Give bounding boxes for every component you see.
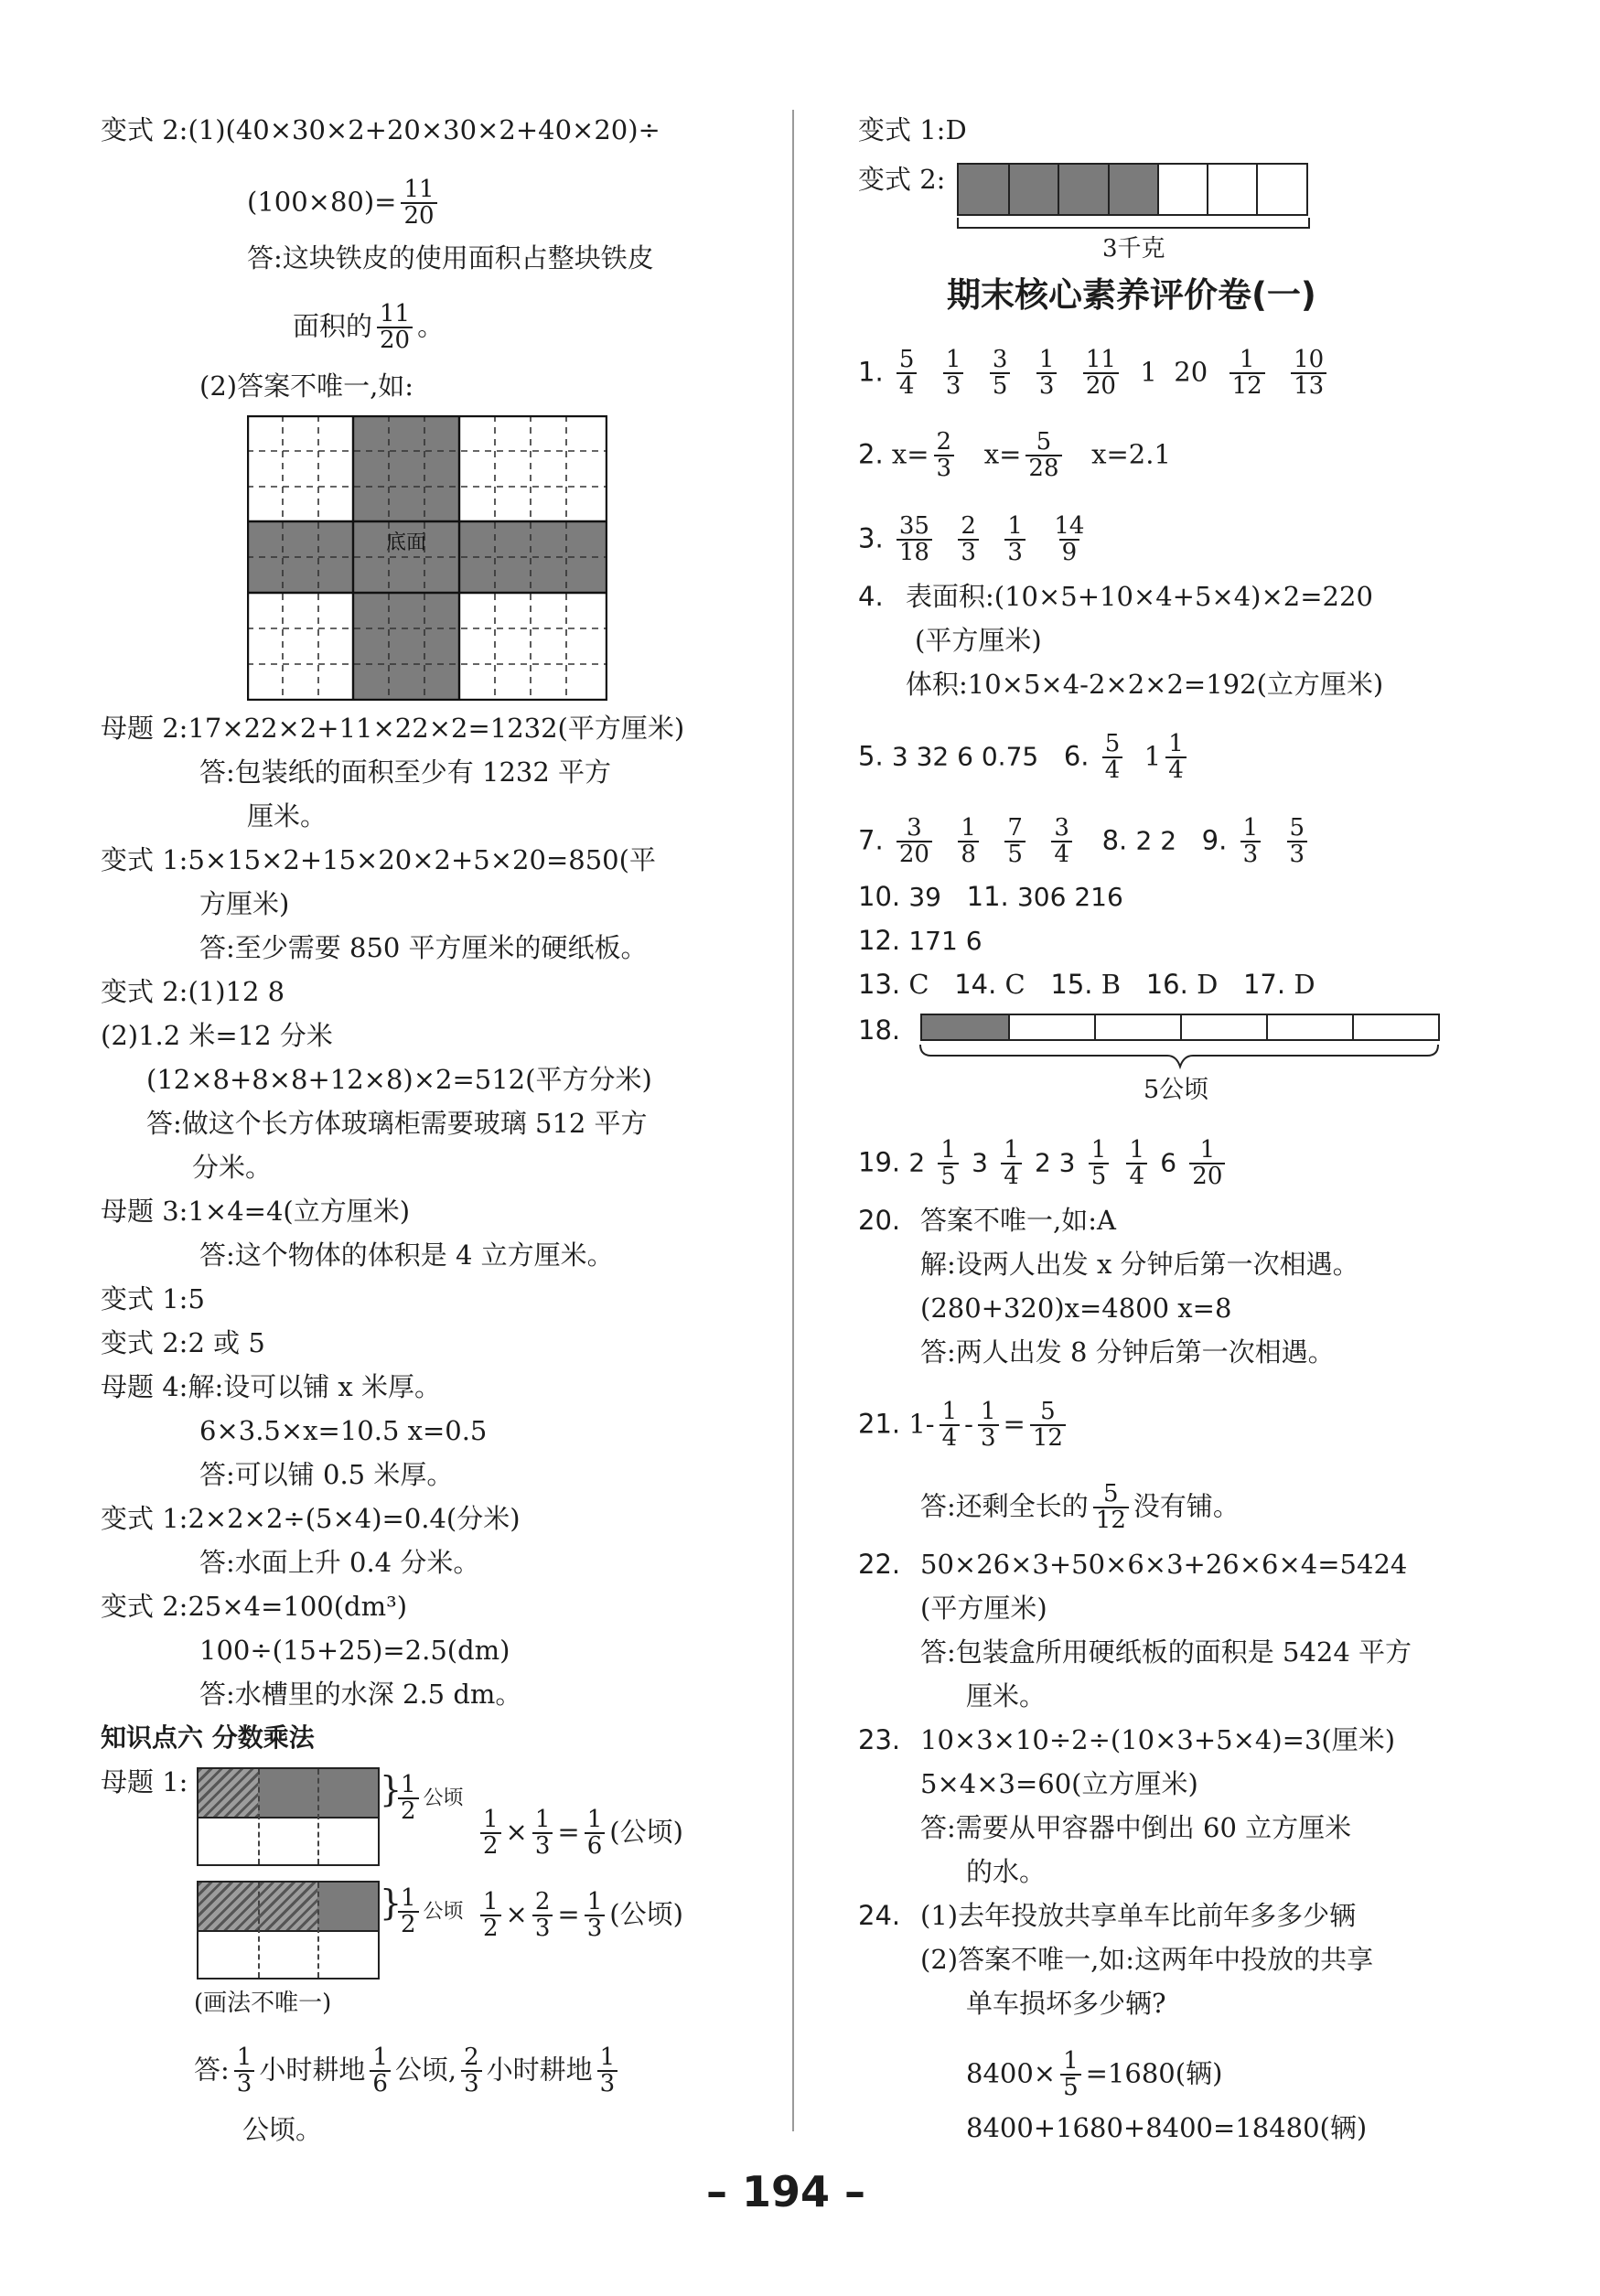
q22-line-a: 50×26×3+50×6×3+26×6×4=5424 bbox=[920, 1549, 1408, 1580]
values: 306 216 bbox=[1016, 882, 1123, 912]
fraction: $\frac{1}{3}$ bbox=[978, 1400, 999, 1452]
fraction: $\frac{1}{2}$ bbox=[480, 1808, 501, 1860]
unit: (公顷) bbox=[609, 1898, 683, 1930]
brace-1: } bbox=[380, 1769, 403, 1809]
q-label: 13. bbox=[858, 969, 901, 1000]
fraction: $\frac{11}{20}$ bbox=[377, 302, 413, 354]
value: C bbox=[908, 969, 929, 1000]
v2-line-a: 变式 2:(1)12 8 bbox=[101, 976, 285, 1007]
q-label: 12. bbox=[858, 925, 901, 956]
op: - bbox=[964, 1408, 973, 1440]
fraction: $\frac{1}{3}$ bbox=[1240, 816, 1262, 868]
section-heading-fraction-multiplication: 知识点六 分数乘法 bbox=[101, 1722, 315, 1753]
fraction: $\frac{1}{3}$ bbox=[1004, 514, 1026, 566]
weight-bracket bbox=[957, 218, 1310, 229]
text: 公顷 bbox=[423, 1786, 464, 1810]
weight-bar-sep-1 bbox=[1008, 165, 1010, 214]
v2-line-e: 分米。 bbox=[192, 1152, 273, 1183]
q20-line-d: 答:两人出发 8 分钟后第一次相遇。 bbox=[920, 1336, 1335, 1368]
weight-bar-sep-5 bbox=[1207, 165, 1208, 214]
q7-q8-q9 bbox=[858, 816, 1312, 868]
left-line-5: (2)答案不唯一,如: bbox=[199, 370, 414, 402]
m4-line: 母题 4:解:设可以铺 x 米厚。 bbox=[101, 1371, 442, 1402]
page-number: – 194 – bbox=[706, 2167, 866, 2216]
v2-line-c: (12×8+8×8+12×8)×2=512(平方分米) bbox=[146, 1064, 652, 1095]
q-label: 10. bbox=[858, 881, 901, 912]
fraction-rect-1 bbox=[197, 1767, 380, 1866]
area-brace bbox=[918, 1043, 1440, 1070]
q20-label: 20. bbox=[858, 1205, 901, 1236]
unit: (公顷) bbox=[609, 1816, 683, 1848]
right-v1: 变式 1:D bbox=[858, 114, 967, 145]
q-label: 19. bbox=[858, 1146, 901, 1178]
value: 6 bbox=[1160, 1147, 1177, 1178]
m4-eq: 6×3.5×x=10.5 x=0.5 bbox=[199, 1415, 488, 1446]
q4-line-3: 体积:10×5×4-2×2×2=192(立方厘米) bbox=[906, 669, 1384, 700]
q10-q11 bbox=[858, 878, 1123, 916]
area-bar-sep-3 bbox=[1180, 1015, 1182, 1039]
value: 1- bbox=[908, 1408, 935, 1440]
column-divider bbox=[792, 110, 794, 2131]
q-label: 1. bbox=[858, 356, 884, 388]
q20-line-b: 解:设两人出发 x 分钟后第一次相遇。 bbox=[920, 1249, 1359, 1280]
q-label: 8. bbox=[1101, 824, 1128, 856]
m3-v2: 变式 2:2 或 5 bbox=[101, 1327, 265, 1358]
q24-line-a: (1)去年投放共享单车比前年多多少辆 bbox=[920, 1900, 1357, 1931]
q-label: 21. bbox=[858, 1408, 901, 1440]
q23-line-d: 的水。 bbox=[966, 1856, 1047, 1887]
fraction: $\frac{1}{5}$ bbox=[938, 1138, 959, 1190]
fraction: $\frac{3}{20}$ bbox=[897, 816, 932, 868]
fraction: $\frac{5}{4}$ bbox=[897, 348, 918, 400]
rect1-midline bbox=[199, 1817, 378, 1819]
fraction: $\frac{1}{5}$ bbox=[1089, 1138, 1110, 1190]
left-line-3: 答:这块铁皮的使用面积占整块铁皮 bbox=[247, 242, 654, 274]
fraction: $\frac{35}{18}$ bbox=[897, 514, 932, 566]
q23-line-c: 答:需要从甲容器中倒出 60 立方厘米 bbox=[920, 1812, 1352, 1843]
q-label: 3. bbox=[858, 522, 884, 554]
fraction: $\frac{5}{12}$ bbox=[1030, 1400, 1066, 1452]
var: x= bbox=[891, 438, 929, 470]
fraction-eq-1 bbox=[476, 1808, 683, 1860]
left-line-1: 变式 2:(1)(40×30×2+20×30×2+40×20)÷ bbox=[101, 114, 660, 145]
q23-label: 23. bbox=[858, 1724, 901, 1755]
brace-2: } bbox=[380, 1883, 403, 1923]
q4-label: 4. bbox=[858, 581, 884, 612]
cube-net-diagram bbox=[247, 415, 607, 701]
m4-v2-answer: 答:水槽里的水深 2.5 dm。 bbox=[199, 1679, 522, 1710]
value: 2 bbox=[908, 1147, 926, 1178]
q22-line-c: 答:包装盒所用硬纸板的面积是 5424 平方 bbox=[920, 1636, 1412, 1668]
m4-v2-line: 100÷(15+25)=2.5(dm) bbox=[199, 1635, 510, 1666]
weight-bar-sep-4 bbox=[1157, 165, 1159, 214]
half-hectare-label-2 bbox=[393, 1886, 464, 1938]
fraction-eq-2 bbox=[476, 1890, 683, 1942]
q20-line-a: 答案不唯一,如:A bbox=[920, 1205, 1116, 1236]
expr: (100×80)= bbox=[247, 186, 397, 218]
q19 bbox=[858, 1138, 1230, 1190]
q22-line-d: 厘米。 bbox=[966, 1680, 1047, 1711]
m3-v1: 变式 1:5 bbox=[101, 1283, 205, 1314]
q3 bbox=[858, 514, 1091, 566]
fraction: $\frac{1}{3}$ bbox=[1036, 348, 1058, 400]
q23-line-b: 5×4×3=60(立方厘米) bbox=[920, 1768, 1198, 1799]
fraction: $\frac{1}{3}$ bbox=[234, 2045, 255, 2098]
fraction: $\frac{1}{5}$ bbox=[1060, 2049, 1081, 2101]
fraction: $\frac{2}{3}$ bbox=[461, 2045, 482, 2098]
m4-v1: 变式 1:2×2×2÷(5×4)=0.4(分米) bbox=[101, 1503, 521, 1534]
value: C bbox=[1004, 969, 1026, 1000]
fraction: $\frac{1}{8}$ bbox=[958, 816, 979, 868]
fraction: $\frac{7}{5}$ bbox=[1004, 816, 1026, 868]
q21-eq bbox=[858, 1400, 1070, 1452]
fraction: $\frac{2}{3}$ bbox=[958, 514, 979, 566]
q21-answer bbox=[920, 1482, 1240, 1534]
fraction: $\frac{1}{2}$ bbox=[398, 1773, 419, 1825]
fraction: $\frac{5}{4}$ bbox=[1102, 732, 1123, 784]
fraction: $\frac{1}{2}$ bbox=[480, 1890, 501, 1942]
values: 39 bbox=[908, 882, 941, 912]
value: 1 bbox=[1140, 356, 1157, 388]
fraction: $\frac{11}{20}$ bbox=[401, 177, 436, 230]
area-bar-label: 5公顷 bbox=[1144, 1076, 1209, 1104]
fraction: $\frac{1}{3}$ bbox=[532, 1808, 553, 1860]
area-bar bbox=[920, 1014, 1440, 1041]
m4-v2: 变式 2:25×4=100(dm³) bbox=[101, 1591, 408, 1622]
net-base-label: 底面 bbox=[385, 531, 427, 554]
v1-line-c: 答:至少需要 850 平方厘米的硬纸板。 bbox=[199, 932, 648, 963]
rect2-midline bbox=[199, 1930, 378, 1932]
m4-v1-answer: 答:水面上升 0.4 分米。 bbox=[199, 1547, 480, 1578]
op: × bbox=[505, 1816, 528, 1848]
values: 2 3 bbox=[1034, 1147, 1076, 1178]
fraction: $\frac{14}{9}$ bbox=[1054, 512, 1085, 567]
q5-q6 bbox=[858, 732, 1191, 784]
fraction: $\frac{1}{4}$ bbox=[940, 1400, 961, 1452]
value: D bbox=[1294, 969, 1315, 1000]
fraction: $\frac{1}{6}$ bbox=[370, 2045, 391, 2098]
q24-line-b: (2)答案不唯一,如:这两年中投放的共享 bbox=[920, 1944, 1374, 1975]
var: x= bbox=[983, 438, 1022, 470]
q-label: 7. bbox=[858, 824, 884, 856]
text: 公顷 bbox=[423, 1900, 464, 1924]
rect1-dash-2 bbox=[317, 1769, 319, 1864]
text: 公顷, bbox=[394, 2054, 457, 2086]
op: × bbox=[505, 1898, 528, 1930]
area-bar-sep-5 bbox=[1352, 1015, 1354, 1039]
q24-line-d bbox=[966, 2049, 1222, 2101]
q-label: 17. bbox=[1242, 969, 1286, 1000]
left-line-4 bbox=[293, 302, 444, 354]
weight-bar-sep-2 bbox=[1058, 165, 1059, 214]
right-v2: 变式 2: bbox=[858, 164, 946, 195]
text: 答: bbox=[194, 2054, 230, 2086]
q-label: 5. bbox=[858, 740, 884, 772]
fraction-rect-2 bbox=[197, 1881, 380, 1979]
op: = bbox=[557, 1816, 580, 1848]
final-answer-line bbox=[194, 2045, 622, 2098]
v1-line-b: 方厘米) bbox=[199, 888, 290, 919]
rect1-hatched-part bbox=[199, 1769, 258, 1817]
value: x=2.1 bbox=[1091, 438, 1171, 470]
text: 答:还剩全长的 bbox=[920, 1490, 1089, 1522]
fraction: $\frac{1}{6}$ bbox=[585, 1808, 606, 1860]
fraction: $\frac{1}{4}$ bbox=[1126, 1138, 1147, 1190]
q2 bbox=[858, 430, 1171, 482]
v2-line-b: (2)1.2 米=12 分米 bbox=[101, 1020, 333, 1051]
fraction: $\frac{2}{3}$ bbox=[532, 1890, 553, 1942]
text: 小时耕地 bbox=[259, 2054, 366, 2086]
weight-bar bbox=[957, 163, 1308, 216]
q-label: 11. bbox=[966, 881, 1009, 912]
weight-bar-sep-6 bbox=[1256, 165, 1258, 214]
fraction: $\frac{1}{2}$ bbox=[398, 1886, 419, 1938]
q-label: 16. bbox=[1145, 969, 1188, 1000]
exam-title: 期末核心素养评价卷(一) bbox=[947, 275, 1316, 315]
q24-label: 24. bbox=[858, 1900, 901, 1931]
q22-label: 22. bbox=[858, 1549, 901, 1580]
m3-line: 母题 3:1×4=4(立方厘米) bbox=[101, 1196, 411, 1227]
q24-line-e: 8400+1680+8400=18480(辆) bbox=[966, 2112, 1368, 2143]
fraction: $\frac{1}{3}$ bbox=[597, 2045, 618, 2098]
fraction: $\frac{3}{5}$ bbox=[990, 348, 1011, 400]
op: = bbox=[557, 1898, 580, 1930]
text: 小时耕地 bbox=[486, 2054, 593, 2086]
half-hectare-label-1 bbox=[393, 1773, 464, 1825]
fraction: $\frac{1}{4}$ bbox=[1165, 732, 1187, 784]
q13-q17 bbox=[858, 966, 1315, 1003]
fraction: $\frac{5}{12}$ bbox=[1093, 1482, 1129, 1534]
fraction: $\frac{10}{13}$ bbox=[1291, 348, 1326, 400]
area-bar-sep-4 bbox=[1266, 1015, 1268, 1039]
q4-line-1: 表面积:(10×5+10×4+5×4)×2=220 bbox=[906, 581, 1373, 612]
q12 bbox=[858, 922, 983, 960]
values: 3 32 6 0.75 bbox=[891, 741, 1039, 772]
area-bar-filled bbox=[922, 1015, 1008, 1039]
text: 面积的 bbox=[293, 310, 373, 342]
values: 171 6 bbox=[908, 926, 983, 956]
final-answer-end: 公顷。 bbox=[242, 2114, 323, 2145]
weight-bar-label: 3千克 bbox=[1102, 235, 1165, 263]
rect2-dash-1 bbox=[258, 1883, 260, 1978]
fraction: $\frac{5}{3}$ bbox=[1287, 816, 1308, 868]
value: 20 bbox=[1174, 356, 1208, 388]
text: 。 bbox=[417, 310, 445, 342]
q22-line-b: (平方厘米) bbox=[920, 1593, 1047, 1624]
op: = bbox=[1003, 1408, 1026, 1440]
rect2-dash-2 bbox=[317, 1883, 319, 1978]
fraction: $\frac{1}{3}$ bbox=[943, 348, 964, 400]
q20-line-c: (280+320)x=4800 x=8 bbox=[920, 1293, 1232, 1324]
left-line-2 bbox=[247, 177, 442, 230]
q24-line-c: 单车损坏多少辆? bbox=[966, 1988, 1166, 2019]
q-label: 9. bbox=[1201, 824, 1228, 856]
rect1-dash-1 bbox=[258, 1769, 260, 1864]
q4-line-2: (平方厘米) bbox=[915, 625, 1042, 656]
value: B bbox=[1101, 969, 1122, 1000]
q-label: 15. bbox=[1050, 969, 1093, 1000]
fraction: $\frac{1}{4}$ bbox=[1001, 1138, 1022, 1190]
fraction: $\frac{2}{3}$ bbox=[934, 430, 955, 482]
values: 2 2 bbox=[1135, 825, 1177, 856]
value: D bbox=[1197, 969, 1219, 1000]
expr: =1680(辆) bbox=[1085, 2057, 1223, 2089]
m4-answer: 答:可以铺 0.5 米厚。 bbox=[199, 1459, 454, 1490]
q-label: 2. bbox=[858, 438, 884, 470]
weight-bar-sep-3 bbox=[1108, 165, 1110, 214]
q-label: 14. bbox=[954, 969, 997, 1000]
area-bar-sep-2 bbox=[1094, 1015, 1096, 1039]
fraction: $\frac{11}{20}$ bbox=[1083, 348, 1119, 400]
fraction: $\frac{1}{20}$ bbox=[1189, 1138, 1225, 1190]
fraction: $\frac{1}{12}$ bbox=[1230, 348, 1265, 400]
text: 没有铺。 bbox=[1133, 1490, 1240, 1522]
value: 3 bbox=[972, 1147, 988, 1178]
m3-answer: 答:这个物体的体积是 4 立方厘米。 bbox=[199, 1239, 614, 1271]
q23-line-a: 10×3×10÷2÷(10×3+5×4)=3(厘米) bbox=[920, 1724, 1396, 1755]
q1 bbox=[858, 348, 1331, 400]
drawing-note: (画法不唯一) bbox=[194, 1990, 332, 2017]
mt1-label: 母题 1: bbox=[101, 1766, 188, 1797]
q18-label: 18. bbox=[858, 1014, 901, 1046]
fraction: $\frac{3}{4}$ bbox=[1051, 816, 1072, 868]
value: 1 bbox=[1144, 740, 1162, 772]
m2-line: 母题 2:17×22×2+11×22×2=1232(平方厘米) bbox=[101, 713, 685, 744]
fraction: $\frac{5}{28}$ bbox=[1026, 430, 1061, 482]
fraction: $\frac{1}{3}$ bbox=[585, 1890, 606, 1942]
v2-line-d: 答:做这个长方体玻璃柜需要玻璃 512 平方 bbox=[146, 1108, 648, 1139]
q-label: 6. bbox=[1063, 740, 1090, 772]
area-bar-sep-1 bbox=[1008, 1015, 1010, 1039]
m2-answer-2: 厘米。 bbox=[247, 800, 328, 831]
expr: 8400× bbox=[966, 2057, 1057, 2089]
m2-answer-1: 答:包装纸的面积至少有 1232 平方 bbox=[199, 756, 612, 788]
v1-line-a: 变式 1:5×15×2+15×20×2+5×20=850(平 bbox=[101, 844, 656, 875]
